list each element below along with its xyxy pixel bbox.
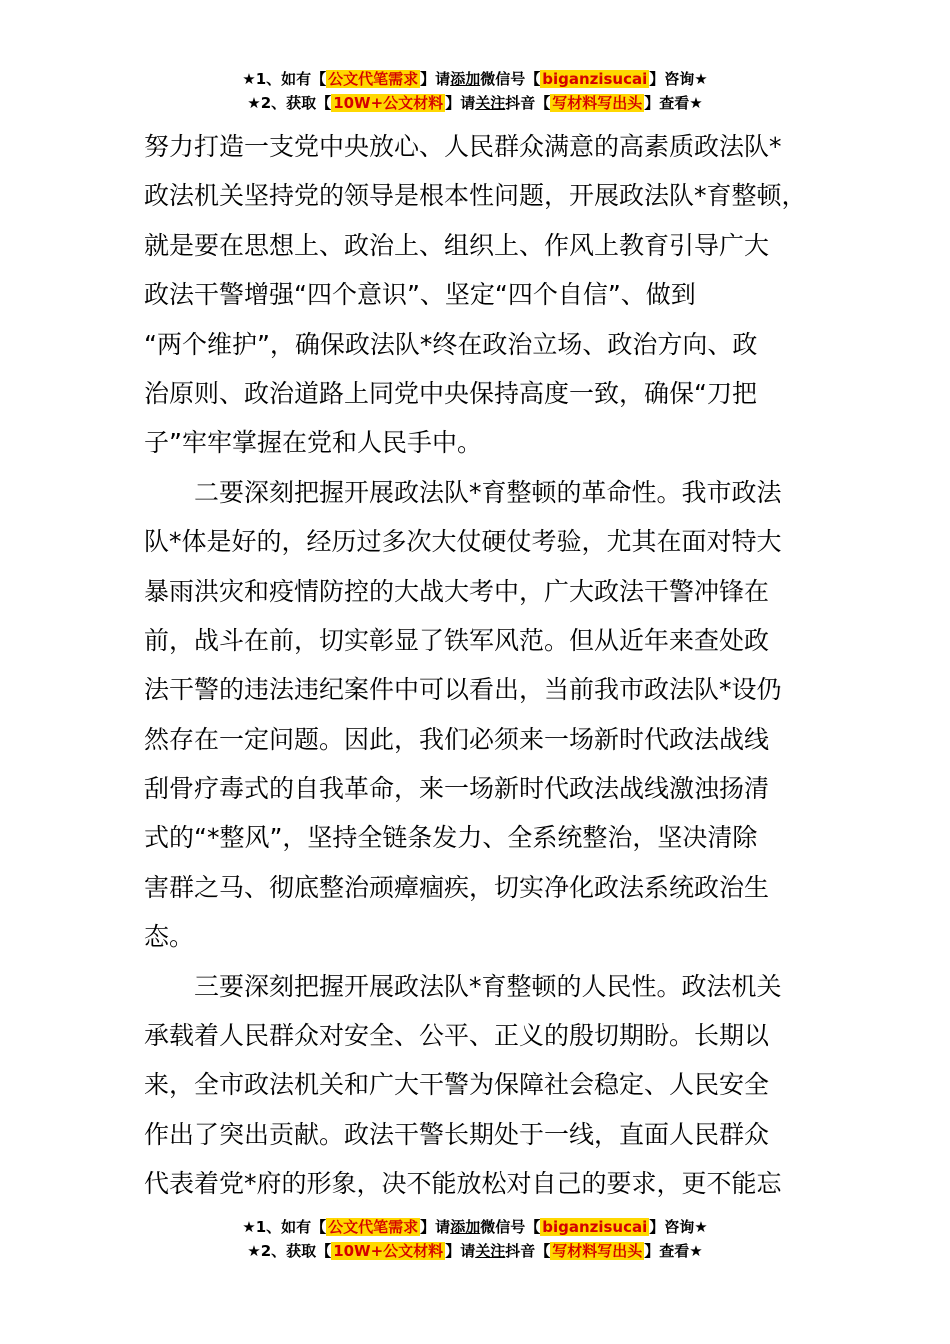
footer-underlined: 添加 bbox=[450, 1218, 481, 1236]
body-line: 治原则、政治道路上同党中央保持高度一致，确保“刀把 bbox=[144, 378, 757, 408]
header-underlined: 关注 bbox=[475, 94, 506, 112]
highlight-douyin: 写材料写出头 bbox=[552, 94, 643, 112]
highlight-wechat-id: biganzisucai bbox=[542, 1218, 648, 1236]
body-line: 暴雨洪灾和疫情防控的大战大考中，广大政法干警冲锋在 bbox=[144, 576, 770, 606]
body-line: 前，战斗在前，切实彰显了铁军风范。但从近年来查处政 bbox=[144, 625, 770, 655]
header-text: 】请 bbox=[445, 94, 476, 112]
body-line: “两个维护”，确保政法队*终在政治立场、政治方向、政 bbox=[144, 329, 758, 359]
footer-text: 微信号【 bbox=[480, 1218, 541, 1236]
header-text: 抖音【 bbox=[505, 94, 551, 112]
body-line: 子”牢牢掌握在党和人民手中。 bbox=[144, 428, 482, 458]
footer-text: 】咨询★ bbox=[649, 1218, 708, 1236]
header-text: ★2、获取【 bbox=[247, 94, 332, 112]
body-line: 来，全市政法机关和广大干警为保障社会稳定、人民安全 bbox=[144, 1070, 770, 1100]
highlight-service: 公文代笔需求 bbox=[328, 70, 419, 88]
body-line: 二要深刻把握开展政法队*育整顿的革命性。我市政法 bbox=[144, 477, 782, 507]
header-text: 】请 bbox=[420, 70, 451, 88]
header-underlined: 添加 bbox=[450, 70, 481, 88]
body-line: 然存在一定问题。因此，我们必须来一场新时代政法战线 bbox=[144, 724, 770, 754]
body-line: 态。 bbox=[144, 922, 195, 952]
header-line-1 bbox=[0, 68, 950, 92]
body-line: 式的“*整风”，坚持全链条发力、全系统整治，坚决清除 bbox=[144, 823, 758, 853]
footer-underlined: 关注 bbox=[475, 1242, 506, 1260]
footer-text: 】请 bbox=[420, 1218, 451, 1236]
header-banner bbox=[0, 68, 950, 116]
highlight-douyin: 写材料写出头 bbox=[552, 1242, 643, 1260]
header-text: 微信号【 bbox=[480, 70, 541, 88]
highlight-materials: 10W+公文材料 bbox=[333, 1242, 444, 1260]
highlight-service: 公文代笔需求 bbox=[328, 1218, 419, 1236]
footer-line-1 bbox=[0, 1216, 950, 1240]
footer-banner bbox=[0, 1216, 950, 1264]
document-body bbox=[144, 122, 816, 1209]
footer-text: ★1、如有【 bbox=[242, 1218, 327, 1236]
header-text: 】咨询★ bbox=[649, 70, 708, 88]
footer-text: 抖音【 bbox=[505, 1242, 551, 1260]
highlight-materials: 10W+公文材料 bbox=[333, 94, 444, 112]
footer-text: 】查看★ bbox=[644, 1242, 703, 1260]
footer-text: 】请 bbox=[445, 1242, 476, 1260]
header-line-2 bbox=[0, 92, 950, 116]
body-line: 害群之马、彻底整治顽瘴痼疾，切实净化政法系统政治生 bbox=[144, 872, 770, 902]
footer-line-2 bbox=[0, 1240, 950, 1264]
footer-text: ★2、获取【 bbox=[247, 1242, 332, 1260]
header-text: ★1、如有【 bbox=[242, 70, 327, 88]
body-line: 政法干警增强“四个意识”、坚定“四个自信”、做到 bbox=[144, 280, 696, 310]
body-line: 三要深刻把握开展政法队*育整顿的人民性。政法机关 bbox=[144, 971, 782, 1001]
body-line: 队*体是好的，经历过多次大仗硬仗考验，尤其在面对特大 bbox=[144, 527, 782, 557]
body-line: 承载着人民群众对安全、公平、正义的殷切期盼。长期以 bbox=[144, 1021, 770, 1051]
body-line: 作出了突出贡献。政法干警长期处于一线，直面人民群众 bbox=[144, 1119, 770, 1149]
body-line: 代表着党*府的形象，决不能放松对自己的要求，更不能忘 bbox=[144, 1169, 782, 1199]
body-line: 法干警的违法违纪案件中可以看出，当前我市政法队*设仍 bbox=[144, 675, 782, 705]
body-line: 努力打造一支党中央放心、人民群众满意的高素质政法队* bbox=[144, 132, 782, 161]
body-line: 就是要在思想上、政治上、组织上、作风上教育引导广大 bbox=[144, 230, 770, 260]
body-line: 政法机关坚持党的领导是根本性问题，开展政法队*育整顿， bbox=[144, 181, 807, 211]
header-text: 】查看★ bbox=[644, 94, 703, 112]
body-line: 刮骨疗毒式的自我革命，来一场新时代政法战线激浊扬清 bbox=[144, 774, 770, 804]
highlight-wechat-id: biganzisucai bbox=[542, 70, 648, 88]
